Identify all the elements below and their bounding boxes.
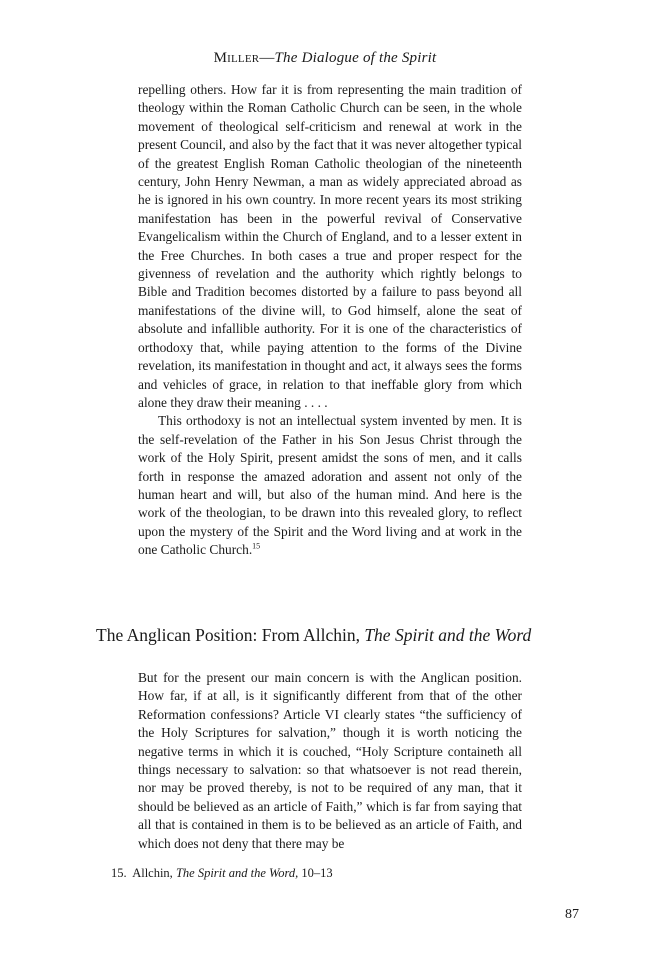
quote-block-1 bbox=[138, 81, 522, 560]
footnote-reference: 15 bbox=[252, 541, 261, 551]
footnote-author: Allchin, bbox=[132, 866, 173, 880]
section-heading-italic: The Spirit and the Word bbox=[364, 625, 532, 645]
footnote bbox=[111, 866, 333, 881]
quote-1-paragraph-2-text: This orthodoxy is not an intellectual system invented by men. It is the self-revelation of the Father in his Son Jesus Christ through the work of the Holy Spirit, present amidst the sons of men, and it calls forth in response the amazed adoration and assent not only of the human heart and will, but also of the human mind. And here is the work of the theologian, to be drawn into this revealed glory, to reflect upon the mystery of the Spirit and the Word living and at work in the one Catholic Church. bbox=[138, 413, 522, 558]
section-heading bbox=[96, 625, 576, 646]
footnote-pages: 10–13 bbox=[301, 866, 333, 880]
running-head-author: Miller bbox=[213, 50, 260, 66]
quote-1-paragraph-2 bbox=[138, 412, 522, 559]
quote-block-2 bbox=[138, 669, 522, 853]
running-head-separator: — bbox=[259, 50, 275, 66]
footnote-number: 15. bbox=[111, 866, 127, 880]
section-heading-plain: The Anglican Position: From Allchin, bbox=[96, 625, 365, 645]
page-number: 87 bbox=[565, 907, 579, 922]
running-head bbox=[0, 50, 650, 67]
quote-2-paragraph-1: But for the present our main concern is with the Anglican position. How far, if at all, is it significantly different from that of the other Reformation confessions? Article VI clearly states “the sufficiency of the Holy Scriptures for salvation,” though it is worth noticing the negative terms in which it is couched, “Holy Scripture containeth all things necessary to salvation: so that whatsoever is not read therein, nor may be proved thereby, is not to be required of any man, that it should be believed as an article of Faith,” which is far from saying that all that is contained in them is to be believed as an article of Faith, and which does not deny that there may be bbox=[138, 670, 522, 851]
footnote-title: The Spirit and the Word, bbox=[175, 866, 299, 880]
running-head-title: The Dialogue of the Spirit bbox=[274, 50, 437, 66]
quote-1-paragraph-1: repelling others. How far it is from representing the main tradition of theology within the Roman Catholic Church can be seen, in the whole movement of theological self-criticism and renewal at work in the present Council, and also by the fact that it was never altogether typical of the greatest English Roman Catholic theologian of the nineteenth century, John Henry Newman, a man as widely appreciated abroad as he is ignored in his own country. In more recent years its most striking manifestation has been in the powerful revival of Conservative Evangelicalism within the Church of England, and to a lesser extent in the Free Churches. In both cases a true and proper respect for the givenness of revelation and the authority which rightly belongs to Bible and Tradition becomes distorted by a failure to pass beyond all manifestations of the divine will, to God himself, alone the seat of absolute and infallible authority. For it is one of the characteristics of orthodoxy that, while paying attention to the forms of the Divine revelation, its manifestation in thought and act, it always sees the forms and vehicles of grace, in relation to that ineffable glory from which alone they draw their meaning . . . . bbox=[138, 82, 522, 410]
